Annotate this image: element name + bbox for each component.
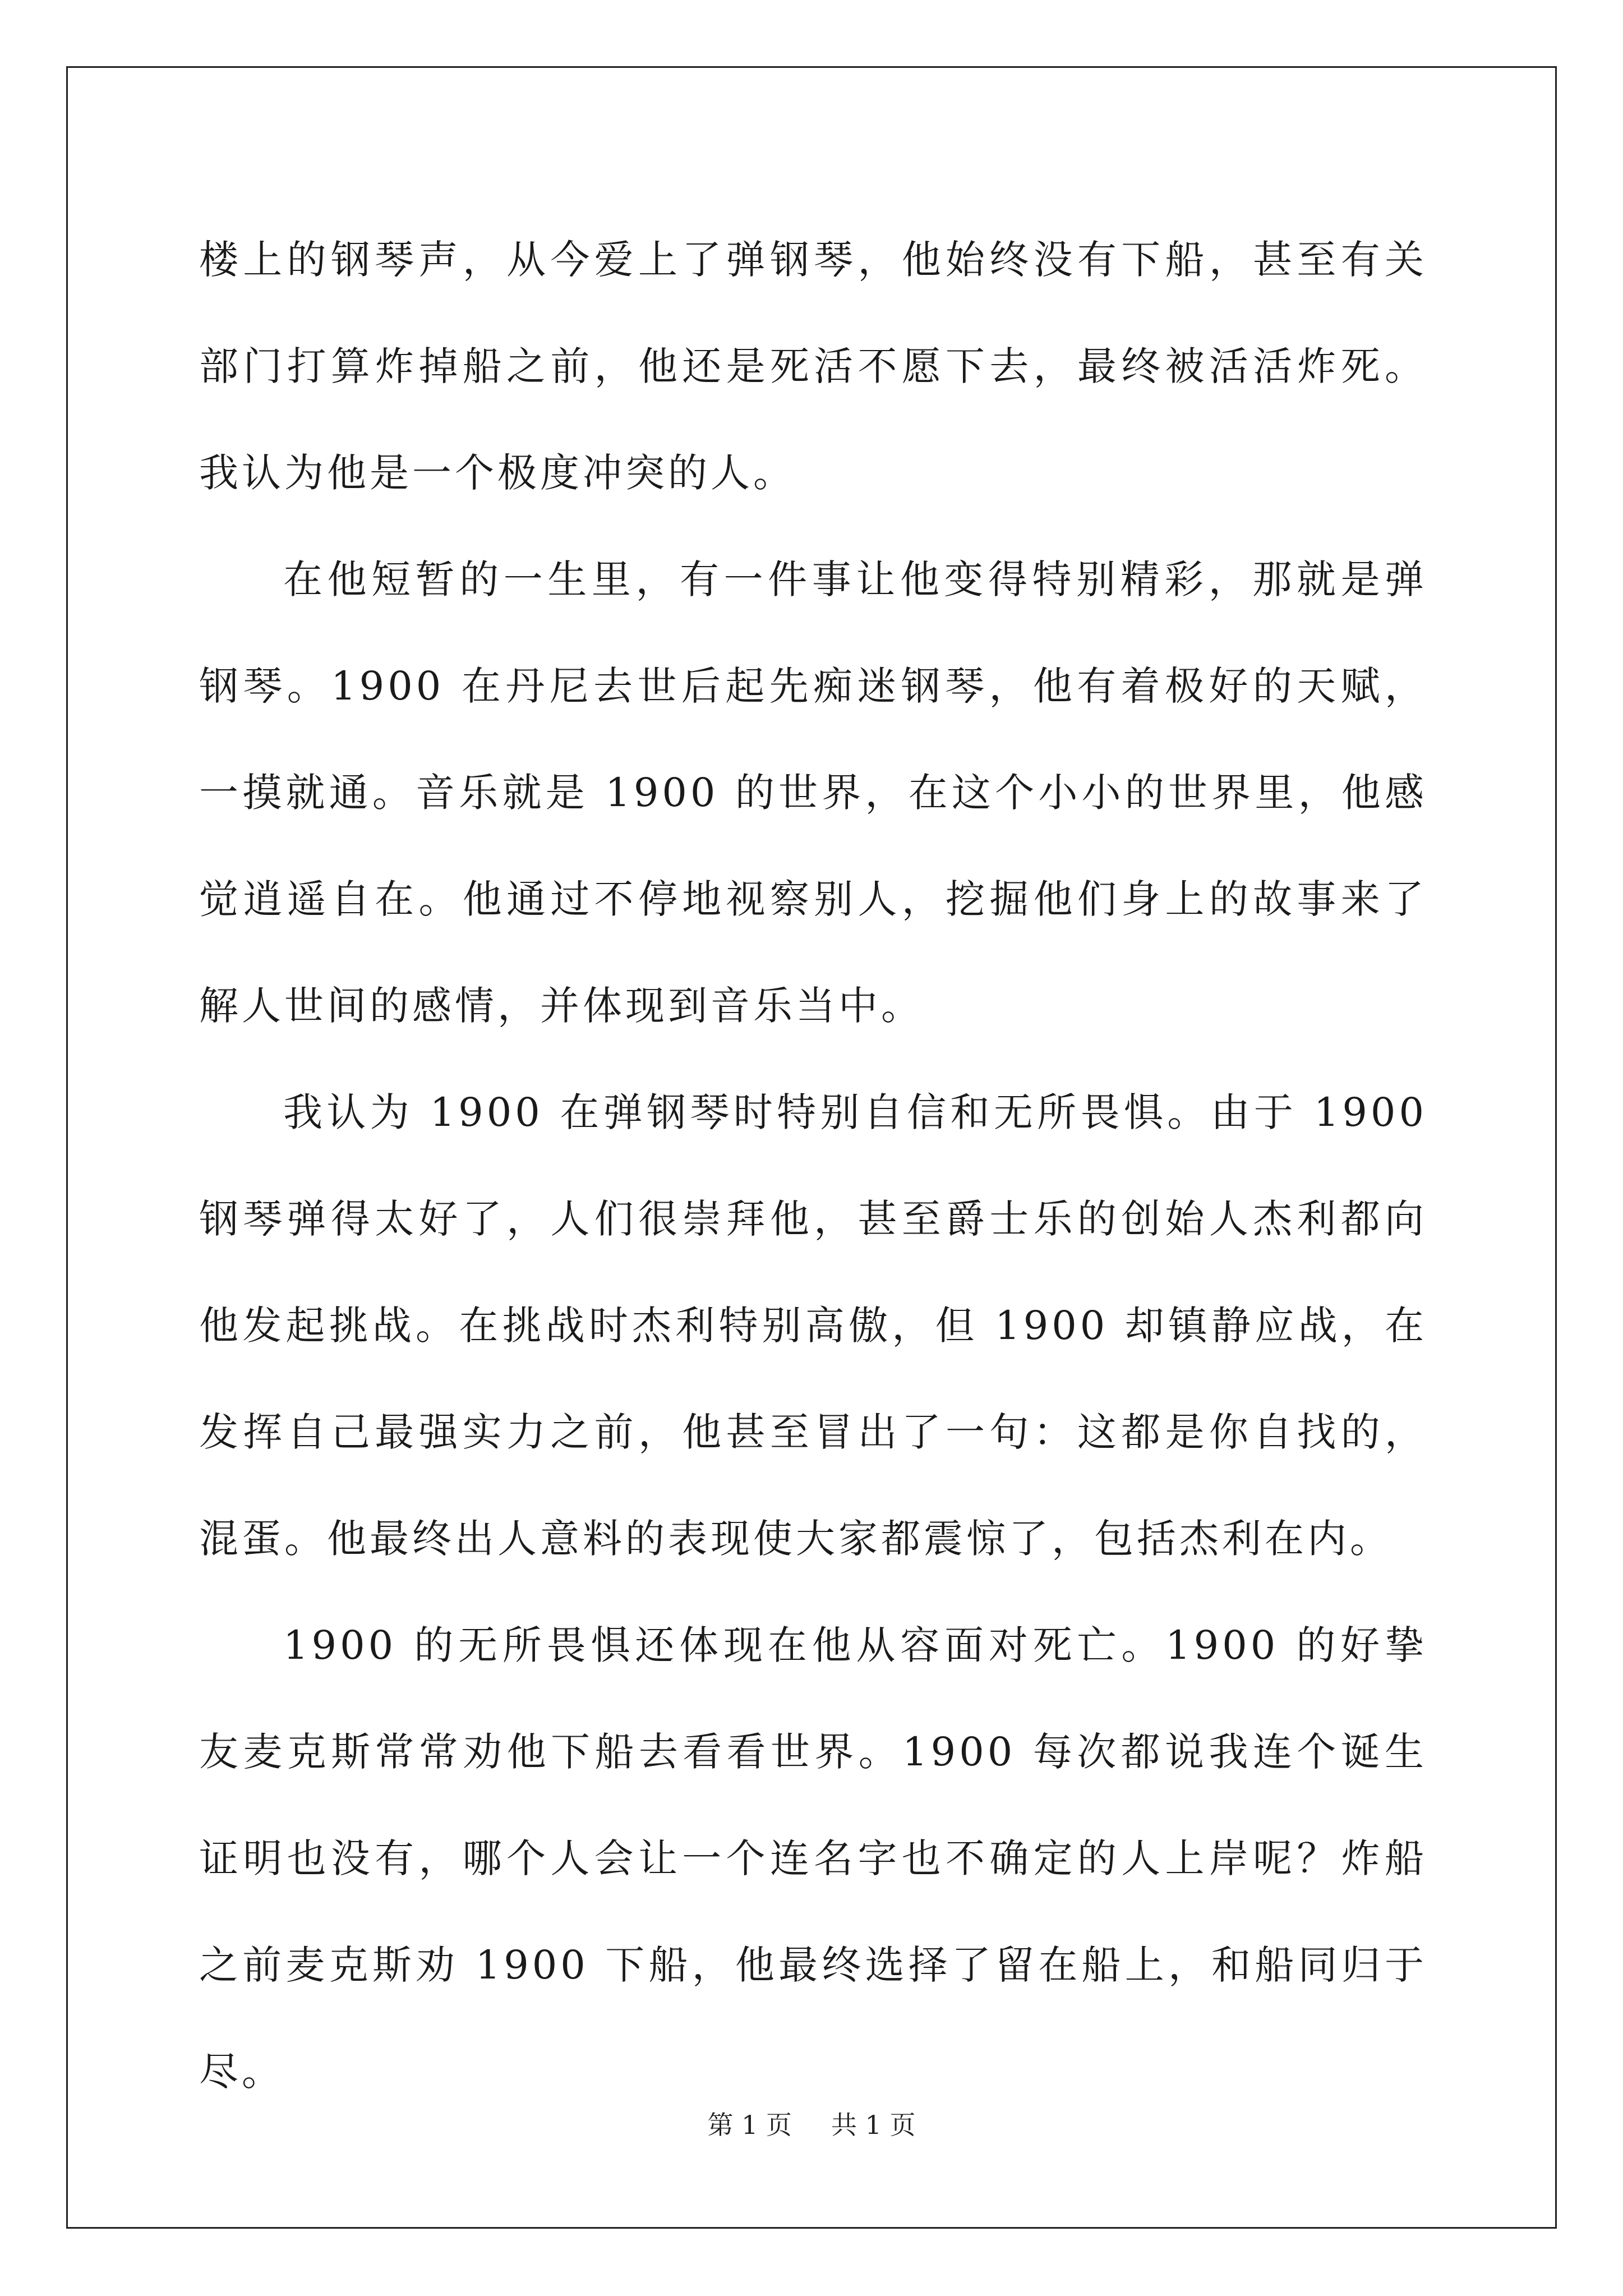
paragraph-3: 我认为 1900 在弹钢琴时特别自信和无所畏惧。由于 1900 钢琴弹得太好了，人们很崇拜他，甚至爵士乐的创始人杰利都向他发起挑战。在挑战时杰利特别高傲，但 1900 却镇静应战，在发挥自己最强实力之前，他甚至冒出了一句：这都是你自找的，混蛋。他最终出人意料的表现使大家都震惊了，包括杰利在内。	[199, 1089, 1427, 1562]
page-total: 共 1 页	[831, 2110, 916, 2140]
page-footer	[0, 2108, 1623, 2142]
page-number: 第 1 页	[707, 2110, 792, 2140]
document-body	[199, 206, 1427, 2125]
paragraph-1: 楼上的钢琴声，从今爱上了弹钢琴，他始终没有下船，甚至有关部门打算炸掉船之前，他还是死活不愿下去，最终被活活炸死。我认为他是一个极度冲突的人。	[199, 237, 1427, 496]
paragraph-4: 1900 的无所畏惧还体现在他从容面对死亡。1900 的好挚友麦克斯常常劝他下船去看看世界。1900 每次都说我连个诞生证明也没有，哪个人会让一个连名字也不确定的人上岸呢？炸船之前麦克斯劝 1900 下船，他最终选择了留在船上，和船同归于尽。	[199, 1622, 1427, 2095]
paragraph-2: 在他短暂的一生里，有一件事让他变得特别精彩，那就是弹钢琴。1900 在丹尼去世后起先痴迷钢琴，他有着极好的天赋，一摸就通。音乐就是 1900 的世界，在这个小小的世界里，他感觉逍遥自在。他通过不停地视察别人，挖掘他们身上的故事来了解人世间的感情，并体现到音乐当中。	[199, 556, 1427, 1029]
